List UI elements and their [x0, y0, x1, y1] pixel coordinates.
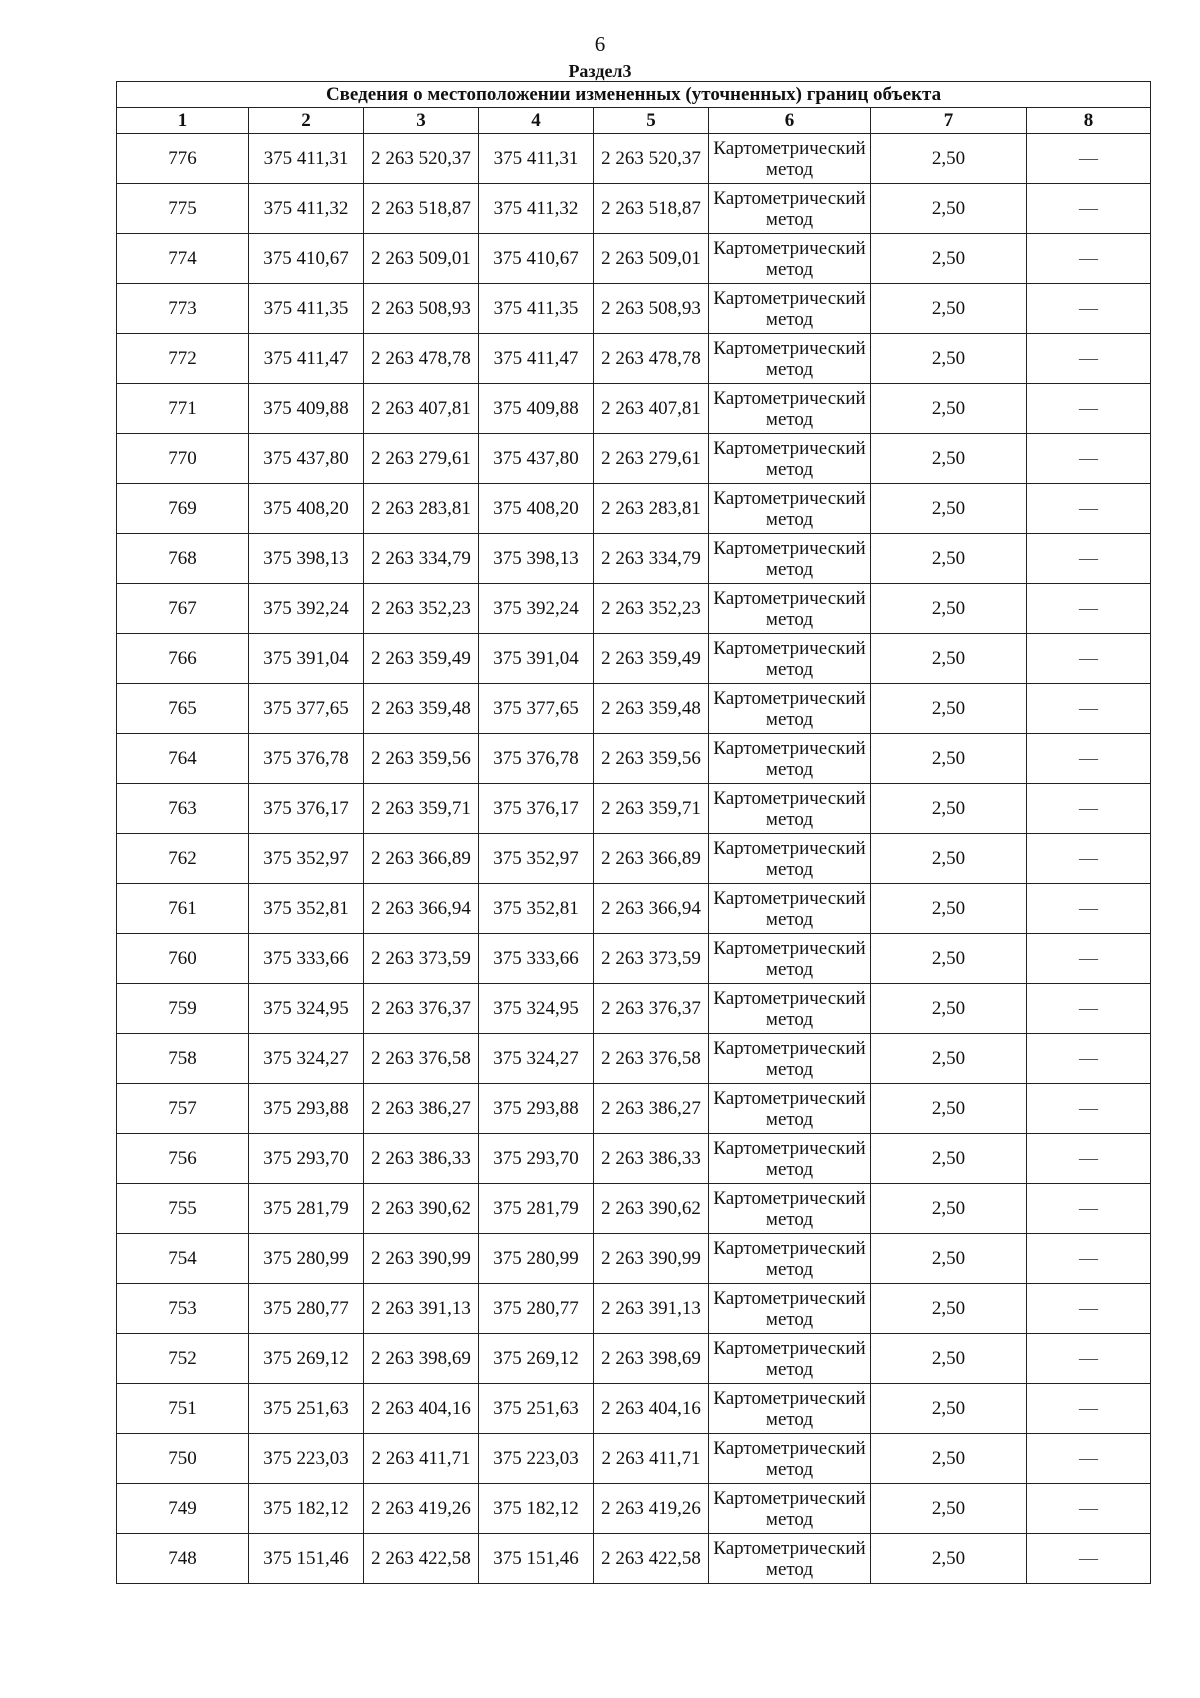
x-new-cell: 375 281,79	[479, 1184, 594, 1234]
x-old-cell: 375 151,46	[249, 1534, 364, 1584]
method-cell: Картометрический метод	[709, 884, 871, 934]
column-number: 2	[249, 108, 364, 134]
table-row	[117, 1384, 1151, 1434]
x-new-cell: 375 437,80	[479, 434, 594, 484]
y-old-cell: 2 263 334,79	[364, 534, 479, 584]
accuracy-cell: 2,50	[871, 1534, 1027, 1584]
x-old-cell: 375 280,99	[249, 1234, 364, 1284]
accuracy-cell: 2,50	[871, 1084, 1027, 1134]
x-new-cell: 375 376,78	[479, 734, 594, 784]
point-number-cell: 755	[117, 1184, 249, 1234]
y-old-cell: 2 263 376,37	[364, 984, 479, 1034]
column-number: 3	[364, 108, 479, 134]
description-cell: —	[1027, 1484, 1151, 1534]
description-cell: —	[1027, 734, 1151, 784]
method-cell: Картометрический метод	[709, 1184, 871, 1234]
method-cell: Картометрический метод	[709, 584, 871, 634]
description-cell: —	[1027, 1034, 1151, 1084]
x-old-cell: 375 281,79	[249, 1184, 364, 1234]
y-new-cell: 2 263 386,27	[594, 1084, 709, 1134]
x-new-cell: 375 377,65	[479, 684, 594, 734]
x-old-cell: 375 376,17	[249, 784, 364, 834]
x-old-cell: 375 408,20	[249, 484, 364, 534]
description-cell: —	[1027, 1534, 1151, 1584]
x-old-cell: 375 352,81	[249, 884, 364, 934]
x-old-cell: 375 269,12	[249, 1334, 364, 1384]
method-cell: Картометрический метод	[709, 534, 871, 584]
method-cell: Картометрический метод	[709, 734, 871, 784]
point-number-cell: 768	[117, 534, 249, 584]
x-old-cell: 375 391,04	[249, 634, 364, 684]
y-old-cell: 2 263 366,94	[364, 884, 479, 934]
section-title: Раздел3	[568, 61, 632, 81]
accuracy-cell: 2,50	[871, 384, 1027, 434]
point-number-cell: 770	[117, 434, 249, 484]
description-cell: —	[1027, 1184, 1151, 1234]
accuracy-cell: 2,50	[871, 634, 1027, 684]
x-old-cell: 375 324,95	[249, 984, 364, 1034]
method-cell: Картометрический метод	[709, 784, 871, 834]
y-new-cell: 2 263 404,16	[594, 1384, 709, 1434]
y-new-cell: 2 263 390,99	[594, 1234, 709, 1284]
x-new-cell: 375 324,95	[479, 984, 594, 1034]
y-old-cell: 2 263 376,58	[364, 1034, 479, 1084]
point-number-cell: 754	[117, 1234, 249, 1284]
y-new-cell: 2 263 352,23	[594, 584, 709, 634]
method-cell: Картометрический метод	[709, 1284, 871, 1334]
y-new-cell: 2 263 359,56	[594, 734, 709, 784]
x-old-cell: 375 409,88	[249, 384, 364, 434]
accuracy-cell: 2,50	[871, 584, 1027, 634]
y-old-cell: 2 263 407,81	[364, 384, 479, 434]
accuracy-cell: 2,50	[871, 234, 1027, 284]
accuracy-cell: 2,50	[871, 934, 1027, 984]
accuracy-cell: 2,50	[871, 1134, 1027, 1184]
point-number-cell: 776	[117, 134, 249, 184]
x-old-cell: 375 293,88	[249, 1084, 364, 1134]
table-row	[117, 1234, 1151, 1284]
y-old-cell: 2 263 404,16	[364, 1384, 479, 1434]
point-number-cell: 767	[117, 584, 249, 634]
method-cell: Картометрический метод	[709, 1134, 871, 1184]
x-old-cell: 375 280,77	[249, 1284, 364, 1334]
y-new-cell: 2 263 366,89	[594, 834, 709, 884]
description-cell: —	[1027, 1434, 1151, 1484]
x-new-cell: 375 293,88	[479, 1084, 594, 1134]
x-old-cell: 375 398,13	[249, 534, 364, 584]
table-row	[117, 884, 1151, 934]
y-new-cell: 2 263 359,49	[594, 634, 709, 684]
y-old-cell: 2 263 390,99	[364, 1234, 479, 1284]
table-row	[117, 234, 1151, 284]
point-number-cell: 748	[117, 1534, 249, 1584]
page-number: 6	[594, 32, 606, 56]
table-row	[117, 1034, 1151, 1084]
y-new-cell: 2 263 508,93	[594, 284, 709, 334]
x-new-cell: 375 352,97	[479, 834, 594, 884]
x-new-cell: 375 392,24	[479, 584, 594, 634]
x-new-cell: 375 408,20	[479, 484, 594, 534]
description-cell: —	[1027, 634, 1151, 684]
y-new-cell: 2 263 391,13	[594, 1284, 709, 1334]
table-row	[117, 784, 1151, 834]
point-number-cell: 750	[117, 1434, 249, 1484]
description-cell: —	[1027, 284, 1151, 334]
point-number-cell: 766	[117, 634, 249, 684]
method-cell: Картометрический метод	[709, 1234, 871, 1284]
table-row	[117, 1534, 1151, 1584]
accuracy-cell: 2,50	[871, 1034, 1027, 1084]
method-cell: Картометрический метод	[709, 684, 871, 734]
y-new-cell: 2 263 509,01	[594, 234, 709, 284]
method-cell: Картометрический метод	[709, 384, 871, 434]
y-old-cell: 2 263 359,48	[364, 684, 479, 734]
y-new-cell: 2 263 398,69	[594, 1334, 709, 1384]
accuracy-cell: 2,50	[871, 1334, 1027, 1384]
point-number-cell: 763	[117, 784, 249, 834]
y-new-cell: 2 263 359,48	[594, 684, 709, 734]
accuracy-cell: 2,50	[871, 834, 1027, 884]
accuracy-cell: 2,50	[871, 1434, 1027, 1484]
table-row	[117, 834, 1151, 884]
accuracy-cell: 2,50	[871, 484, 1027, 534]
method-cell: Картометрический метод	[709, 1534, 871, 1584]
x-old-cell: 375 411,32	[249, 184, 364, 234]
x-new-cell: 375 280,77	[479, 1284, 594, 1334]
method-cell: Картометрический метод	[709, 984, 871, 1034]
description-cell: —	[1027, 834, 1151, 884]
x-old-cell: 375 437,80	[249, 434, 364, 484]
accuracy-cell: 2,50	[871, 134, 1027, 184]
description-cell: —	[1027, 1334, 1151, 1384]
y-old-cell: 2 263 520,37	[364, 134, 479, 184]
accuracy-cell: 2,50	[871, 734, 1027, 784]
table-row	[117, 634, 1151, 684]
column-number: 7	[871, 108, 1027, 134]
table-row	[117, 1484, 1151, 1534]
y-old-cell: 2 263 508,93	[364, 284, 479, 334]
method-cell: Картометрический метод	[709, 1484, 871, 1534]
y-new-cell: 2 263 359,71	[594, 784, 709, 834]
method-cell: Картометрический метод	[709, 834, 871, 884]
table-row	[117, 484, 1151, 534]
point-number-cell: 751	[117, 1384, 249, 1434]
column-number: 8	[1027, 108, 1151, 134]
description-cell: —	[1027, 984, 1151, 1034]
accuracy-cell: 2,50	[871, 1184, 1027, 1234]
y-old-cell: 2 263 422,58	[364, 1534, 479, 1584]
point-number-cell: 771	[117, 384, 249, 434]
description-cell: —	[1027, 684, 1151, 734]
column-number: 5	[594, 108, 709, 134]
y-new-cell: 2 263 518,87	[594, 184, 709, 234]
description-cell: —	[1027, 184, 1151, 234]
x-old-cell: 375 411,47	[249, 334, 364, 384]
x-new-cell: 375 411,47	[479, 334, 594, 384]
x-old-cell: 375 410,67	[249, 234, 364, 284]
column-number-row	[117, 108, 1151, 134]
y-new-cell: 2 263 419,26	[594, 1484, 709, 1534]
accuracy-cell: 2,50	[871, 334, 1027, 384]
method-cell: Картометрический метод	[709, 1434, 871, 1484]
table-row	[117, 734, 1151, 784]
x-old-cell: 375 324,27	[249, 1034, 364, 1084]
accuracy-cell: 2,50	[871, 284, 1027, 334]
y-old-cell: 2 263 283,81	[364, 484, 479, 534]
x-new-cell: 375 411,35	[479, 284, 594, 334]
y-old-cell: 2 263 352,23	[364, 584, 479, 634]
point-number-cell: 772	[117, 334, 249, 384]
description-cell: —	[1027, 1384, 1151, 1434]
x-new-cell: 375 324,27	[479, 1034, 594, 1084]
column-number: 1	[117, 108, 249, 134]
description-cell: —	[1027, 434, 1151, 484]
y-new-cell: 2 263 390,62	[594, 1184, 709, 1234]
x-new-cell: 375 251,63	[479, 1384, 594, 1434]
x-new-cell: 375 182,12	[479, 1484, 594, 1534]
method-cell: Картометрический метод	[709, 484, 871, 534]
point-number-cell: 765	[117, 684, 249, 734]
description-cell: —	[1027, 784, 1151, 834]
point-number-cell: 756	[117, 1134, 249, 1184]
y-old-cell: 2 263 419,26	[364, 1484, 479, 1534]
accuracy-cell: 2,50	[871, 884, 1027, 934]
table-row	[117, 1134, 1151, 1184]
x-new-cell: 375 269,12	[479, 1334, 594, 1384]
point-number-cell: 769	[117, 484, 249, 534]
accuracy-cell: 2,50	[871, 984, 1027, 1034]
point-number-cell: 753	[117, 1284, 249, 1334]
y-new-cell: 2 263 407,81	[594, 384, 709, 434]
y-old-cell: 2 263 366,89	[364, 834, 479, 884]
method-cell: Картометрический метод	[709, 284, 871, 334]
method-cell: Картометрический метод	[709, 334, 871, 384]
method-cell: Картометрический метод	[709, 184, 871, 234]
x-old-cell: 375 411,31	[249, 134, 364, 184]
x-old-cell: 375 411,35	[249, 284, 364, 334]
table-row	[117, 134, 1151, 184]
x-old-cell: 375 352,97	[249, 834, 364, 884]
coordinates-table-body	[117, 82, 1151, 1584]
y-new-cell: 2 263 279,61	[594, 434, 709, 484]
point-number-cell: 762	[117, 834, 249, 884]
method-cell: Картометрический метод	[709, 134, 871, 184]
table-row	[117, 184, 1151, 234]
point-number-cell: 760	[117, 934, 249, 984]
table-row	[117, 984, 1151, 1034]
method-cell: Картометрический метод	[709, 1384, 871, 1434]
method-cell: Картометрический метод	[709, 934, 871, 984]
description-cell: —	[1027, 334, 1151, 384]
table-row	[117, 384, 1151, 434]
y-old-cell: 2 263 359,49	[364, 634, 479, 684]
x-new-cell: 375 333,66	[479, 934, 594, 984]
x-old-cell: 375 293,70	[249, 1134, 364, 1184]
point-number-cell: 759	[117, 984, 249, 1034]
table-row	[117, 534, 1151, 584]
y-old-cell: 2 263 386,33	[364, 1134, 479, 1184]
y-old-cell: 2 263 359,71	[364, 784, 479, 834]
x-new-cell: 375 411,32	[479, 184, 594, 234]
y-old-cell: 2 263 279,61	[364, 434, 479, 484]
x-old-cell: 375 223,03	[249, 1434, 364, 1484]
description-cell: —	[1027, 134, 1151, 184]
y-old-cell: 2 263 390,62	[364, 1184, 479, 1234]
description-cell: —	[1027, 534, 1151, 584]
method-cell: Картометрический метод	[709, 434, 871, 484]
x-new-cell: 375 410,67	[479, 234, 594, 284]
table-row	[117, 684, 1151, 734]
y-new-cell: 2 263 366,94	[594, 884, 709, 934]
table-row	[117, 1434, 1151, 1484]
accuracy-cell: 2,50	[871, 1484, 1027, 1534]
point-number-cell: 749	[117, 1484, 249, 1534]
point-number-cell: 757	[117, 1084, 249, 1134]
table-row	[117, 584, 1151, 634]
x-new-cell: 375 223,03	[479, 1434, 594, 1484]
description-cell: —	[1027, 884, 1151, 934]
method-cell: Картометрический метод	[709, 1334, 871, 1384]
column-number: 6	[709, 108, 871, 134]
point-number-cell: 774	[117, 234, 249, 284]
x-new-cell: 375 280,99	[479, 1234, 594, 1284]
method-cell: Картометрический метод	[709, 1034, 871, 1084]
point-number-cell: 761	[117, 884, 249, 934]
accuracy-cell: 2,50	[871, 1284, 1027, 1334]
method-cell: Картометрический метод	[709, 634, 871, 684]
point-number-cell: 773	[117, 284, 249, 334]
table-row	[117, 1334, 1151, 1384]
description-cell: —	[1027, 1234, 1151, 1284]
x-old-cell: 375 182,12	[249, 1484, 364, 1534]
y-old-cell: 2 263 398,69	[364, 1334, 479, 1384]
description-cell: —	[1027, 1284, 1151, 1334]
y-new-cell: 2 263 376,58	[594, 1034, 709, 1084]
y-new-cell: 2 263 376,37	[594, 984, 709, 1034]
y-old-cell: 2 263 518,87	[364, 184, 479, 234]
accuracy-cell: 2,50	[871, 184, 1027, 234]
table-row	[117, 1284, 1151, 1334]
x-old-cell: 375 376,78	[249, 734, 364, 784]
x-new-cell: 375 391,04	[479, 634, 594, 684]
y-new-cell: 2 263 411,71	[594, 1434, 709, 1484]
y-old-cell: 2 263 411,71	[364, 1434, 479, 1484]
y-old-cell: 2 263 386,27	[364, 1084, 479, 1134]
accuracy-cell: 2,50	[871, 1234, 1027, 1284]
y-old-cell: 2 263 391,13	[364, 1284, 479, 1334]
coordinates-table	[116, 81, 1151, 1584]
description-cell: —	[1027, 1084, 1151, 1134]
y-old-cell: 2 263 509,01	[364, 234, 479, 284]
x-old-cell: 375 251,63	[249, 1384, 364, 1434]
description-cell: —	[1027, 934, 1151, 984]
x-new-cell: 375 151,46	[479, 1534, 594, 1584]
x-new-cell: 375 352,81	[479, 884, 594, 934]
method-cell: Картометрический метод	[709, 234, 871, 284]
y-new-cell: 2 263 283,81	[594, 484, 709, 534]
accuracy-cell: 2,50	[871, 1384, 1027, 1434]
x-new-cell: 375 376,17	[479, 784, 594, 834]
accuracy-cell: 2,50	[871, 784, 1027, 834]
accuracy-cell: 2,50	[871, 684, 1027, 734]
table-caption: Сведения о местоположении измененных (уточненных) границ объекта	[117, 82, 1151, 108]
accuracy-cell: 2,50	[871, 534, 1027, 584]
y-old-cell: 2 263 359,56	[364, 734, 479, 784]
x-new-cell: 375 411,31	[479, 134, 594, 184]
column-number: 4	[479, 108, 594, 134]
accuracy-cell: 2,50	[871, 434, 1027, 484]
x-new-cell: 375 409,88	[479, 384, 594, 434]
point-number-cell: 775	[117, 184, 249, 234]
table-caption-row	[117, 82, 1151, 108]
y-new-cell: 2 263 334,79	[594, 534, 709, 584]
description-cell: —	[1027, 584, 1151, 634]
x-new-cell: 375 293,70	[479, 1134, 594, 1184]
y-new-cell: 2 263 422,58	[594, 1534, 709, 1584]
y-new-cell: 2 263 520,37	[594, 134, 709, 184]
table-row	[117, 1184, 1151, 1234]
table-row	[117, 1084, 1151, 1134]
table-row	[117, 934, 1151, 984]
point-number-cell: 764	[117, 734, 249, 784]
x-old-cell: 375 377,65	[249, 684, 364, 734]
x-old-cell: 375 392,24	[249, 584, 364, 634]
y-old-cell: 2 263 373,59	[364, 934, 479, 984]
description-cell: —	[1027, 234, 1151, 284]
y-new-cell: 2 263 386,33	[594, 1134, 709, 1184]
y-new-cell: 2 263 478,78	[594, 334, 709, 384]
method-cell: Картометрический метод	[709, 1084, 871, 1134]
description-cell: —	[1027, 384, 1151, 434]
x-new-cell: 375 398,13	[479, 534, 594, 584]
table-row	[117, 284, 1151, 334]
x-old-cell: 375 333,66	[249, 934, 364, 984]
point-number-cell: 758	[117, 1034, 249, 1084]
table-row	[117, 434, 1151, 484]
description-cell: —	[1027, 1134, 1151, 1184]
y-old-cell: 2 263 478,78	[364, 334, 479, 384]
description-cell: —	[1027, 484, 1151, 534]
point-number-cell: 752	[117, 1334, 249, 1384]
table-row	[117, 334, 1151, 384]
y-new-cell: 2 263 373,59	[594, 934, 709, 984]
